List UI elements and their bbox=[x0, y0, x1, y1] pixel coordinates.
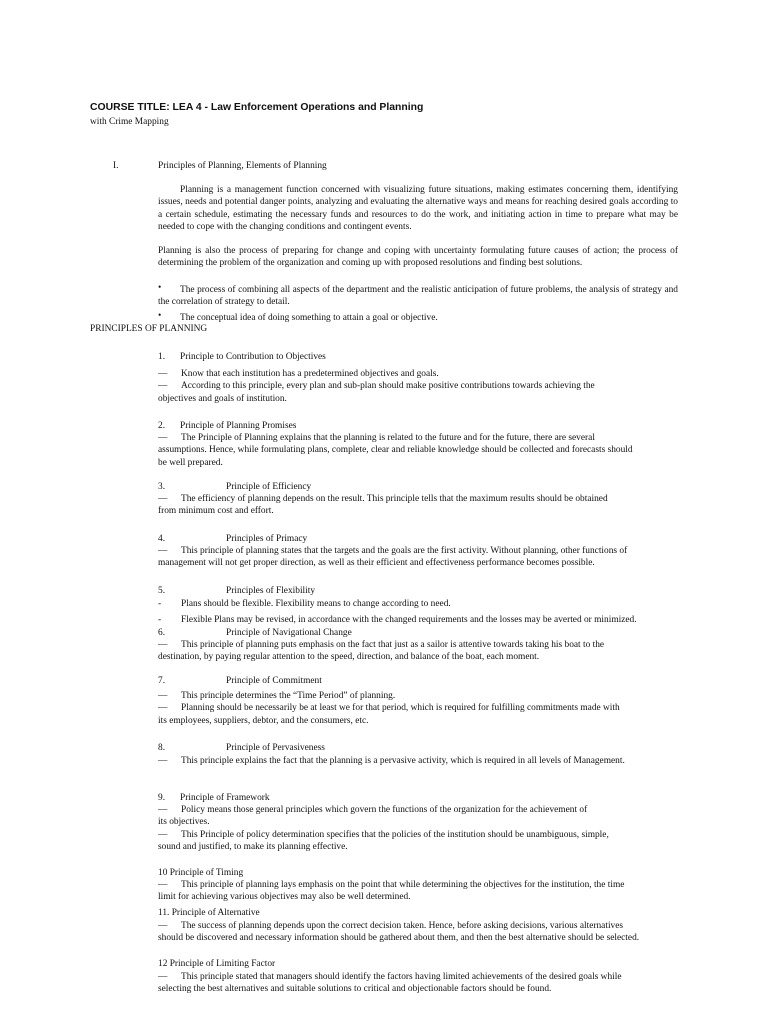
principle-1-line-3: objectives and goals of institution. bbox=[158, 393, 287, 404]
principle-1-line-1: Know that each institution has a predetermined objectives and goals. bbox=[181, 369, 439, 379]
course-title: COURSE TITLE: LEA 4 - Law Enforcement Operations and Planning bbox=[90, 102, 424, 113]
principle-6-title: Principle of Navigational Change bbox=[226, 628, 352, 638]
principle-2-line-3: be well prepared. bbox=[158, 457, 223, 468]
bullet-item-2: The conceptual idea of doing something to attain a goal or objective. bbox=[180, 313, 438, 323]
principle-1-body bbox=[158, 368, 688, 405]
principle-4-number: 4. bbox=[158, 534, 166, 544]
principles-heading: PRINCIPLES OF PLANNING bbox=[90, 324, 208, 334]
principle-11-line-2: should be discovered and necessary information should be gathered about them, and then the best alternative should be selected. bbox=[158, 933, 640, 944]
principle-12-line-1: This principle stated that managers should identify the factors having limited achievements of the desired goals while bbox=[181, 972, 622, 982]
principle-2-title: Principle of Planning Promises bbox=[180, 421, 297, 431]
section-heading: Principles of Planning, Elements of Planning bbox=[158, 161, 327, 171]
principle-2-line-2: assumptions. Hence, while formulating plans, complete, clear and reliable knowledge should be collected and forecasts should bbox=[158, 445, 633, 456]
principle-8-title: Principle of Pervasiveness bbox=[226, 743, 325, 753]
principle-1-line-2: According to this principle, every plan and sub-plan should make positive contributions towards achieving the bbox=[181, 381, 595, 392]
principle-3-line-2: from minimum cost and effort. bbox=[158, 506, 274, 517]
dash-marker: — bbox=[158, 756, 168, 766]
principle-4-body bbox=[158, 545, 688, 570]
principle-9-line-2: its objectives. bbox=[158, 817, 210, 828]
principle-6-line-2: destination, by paying regular attention to the speed, direction, and balance of the boat, each moment. bbox=[158, 652, 540, 663]
dash-marker: — bbox=[158, 880, 168, 890]
principle-9-title: Principle of Framework bbox=[180, 793, 270, 803]
principle-12-line-2: selecting the best alternatives and suitable solutions to critical and objectionable factors should be found. bbox=[158, 984, 552, 995]
principle-3-number: 3. bbox=[158, 482, 166, 492]
principle-4-title: Principles of Primacy bbox=[226, 534, 308, 544]
principle-8-number: 8. bbox=[158, 743, 166, 753]
hyphen-marker: - bbox=[158, 599, 162, 609]
principle-3-line-1: The efficiency of planning depends on the result. This principle tells that the maximum results should be obtained bbox=[181, 494, 608, 504]
principle-5-body bbox=[158, 598, 688, 610]
principle-9-body bbox=[158, 804, 688, 854]
bullet-item-1: The process of combining all aspects of the department and the realistic anticipation of future problems, the analysis of strategy and the correlation of strategy to detail. bbox=[158, 285, 678, 308]
principle-5-line-1: Plans should be flexible. Flexibility means to change according to need. bbox=[181, 599, 451, 609]
bullet-marker-1: • bbox=[158, 283, 162, 293]
principle-5-title: Principles of Flexibility bbox=[226, 586, 316, 596]
principle-10-heading: 10 Principle of Timing bbox=[158, 868, 244, 878]
principle-7-number: 7. bbox=[158, 676, 166, 686]
planning-definition-paragraph: Planning is a management function concerned with visualizing future situations, making estimates concerning them, identifying issues, needs and potential danger points, analyzing and evaluating the alternative ways and means for reaching desired goals according to a certain schedule, estimating the necessary funds and resources to do the work, and initiating action in time to prepare what may be needed to cope with the changing conditions and contingent events. bbox=[158, 185, 678, 233]
dash-marker: — bbox=[158, 640, 168, 650]
principle-11-line-1: The success of planning depends upon the correct decision taken. Hence, before asking decisions, various alternatives bbox=[181, 921, 624, 931]
principle-4-line-2: management will not get proper direction, as well as their efficient and effectiveness performance becomes possible. bbox=[158, 558, 595, 569]
principle-10-line-2: limit for achieving various objectives may also be well determined. bbox=[158, 892, 411, 903]
principle-6-body bbox=[158, 639, 688, 664]
principle-5-body-2 bbox=[158, 614, 688, 626]
principle-12-heading: 12 Principle of Limiting Factor bbox=[158, 959, 276, 969]
principle-5-number: 5. bbox=[158, 586, 166, 596]
principle-6-line-1: This principle of planning puts emphasis on the fact that just as a sailor is attentive towards taking his boat to the bbox=[181, 640, 605, 650]
principle-8-line-1: This principle explains the fact that the planning is a pervasive activity, which is required in all levels of Management. bbox=[181, 756, 625, 766]
principle-5-line-2: Flexible Plans may be revised, in accordance with the changed requirements and the losses may be averted or minimized. bbox=[181, 615, 637, 625]
principle-10-line-1: This principle of planning lays emphasis on the point that while determining the objectives for the institution, the time bbox=[181, 880, 625, 890]
principle-7-title: Principle of Commitment bbox=[226, 676, 322, 686]
dash-marker: — bbox=[158, 369, 168, 379]
principle-4-line-1: This principle of planning states that the targets and the goals are the first activity. Without planning, other functions of bbox=[181, 546, 628, 556]
principle-7-body bbox=[158, 690, 688, 727]
dash-marker: — bbox=[158, 546, 168, 556]
principle-11-body bbox=[158, 920, 688, 945]
principle-9-line-4: sound and justified, to make its planning effective. bbox=[158, 842, 348, 853]
principle-9-number: 9. bbox=[158, 793, 166, 803]
dash-marker: — bbox=[158, 703, 168, 714]
principle-8-body bbox=[158, 755, 688, 767]
principle-1-title: Principle to Contribution to Objectives bbox=[180, 352, 326, 362]
bullet-marker-2: • bbox=[158, 311, 162, 321]
principle-1-number: 1. bbox=[158, 352, 166, 362]
principle-2-line-1: The Principle of Planning explains that the planning is related to the future and for the future, there are several bbox=[181, 433, 595, 443]
dash-marker: — bbox=[158, 972, 168, 982]
dash-marker: — bbox=[158, 433, 168, 443]
principle-2-number: 2. bbox=[158, 421, 166, 431]
dash-marker: — bbox=[158, 829, 168, 840]
principle-12-body bbox=[158, 971, 688, 996]
principle-11-heading: 11. Principle of Alternative bbox=[158, 908, 260, 918]
hyphen-marker: - bbox=[158, 615, 162, 625]
principle-9-line-1: Policy means those general principles which govern the functions of the organization for the achievement of bbox=[181, 805, 588, 815]
principle-2-body bbox=[158, 432, 688, 469]
section-number: I. bbox=[113, 161, 119, 171]
principle-3-body bbox=[158, 493, 688, 518]
principle-9-line-3: This Principle of policy determination specifies that the policies of the institution should be unambiguous, simple, bbox=[181, 829, 609, 840]
principle-7-line-1: This principle determines the “Time Period” of planning. bbox=[181, 691, 396, 701]
principle-10-body bbox=[158, 879, 688, 904]
principle-6-number: 6. bbox=[158, 628, 166, 638]
principle-7-line-2: Planning should be necessarily be at least we for that period, which is required for fulfilling commitments made with bbox=[181, 703, 620, 714]
course-subtitle: with Crime Mapping bbox=[90, 117, 169, 127]
dash-marker: — bbox=[158, 381, 168, 392]
dash-marker: — bbox=[158, 805, 168, 815]
principle-3-title: Principle of Efficiency bbox=[226, 482, 312, 492]
dash-marker: — bbox=[158, 921, 168, 931]
planning-process-paragraph: Planning is also the process of preparing for change and coping with uncertainty formulating future causes of action; the process of determining the problem of the organization and coming up with proposed resolutions and finding best solutions. bbox=[158, 246, 678, 269]
dash-marker: — bbox=[158, 494, 168, 504]
principle-7-line-3: its employees, suppliers, debtor, and the consumers, etc. bbox=[158, 715, 369, 726]
dash-marker: — bbox=[158, 691, 168, 701]
